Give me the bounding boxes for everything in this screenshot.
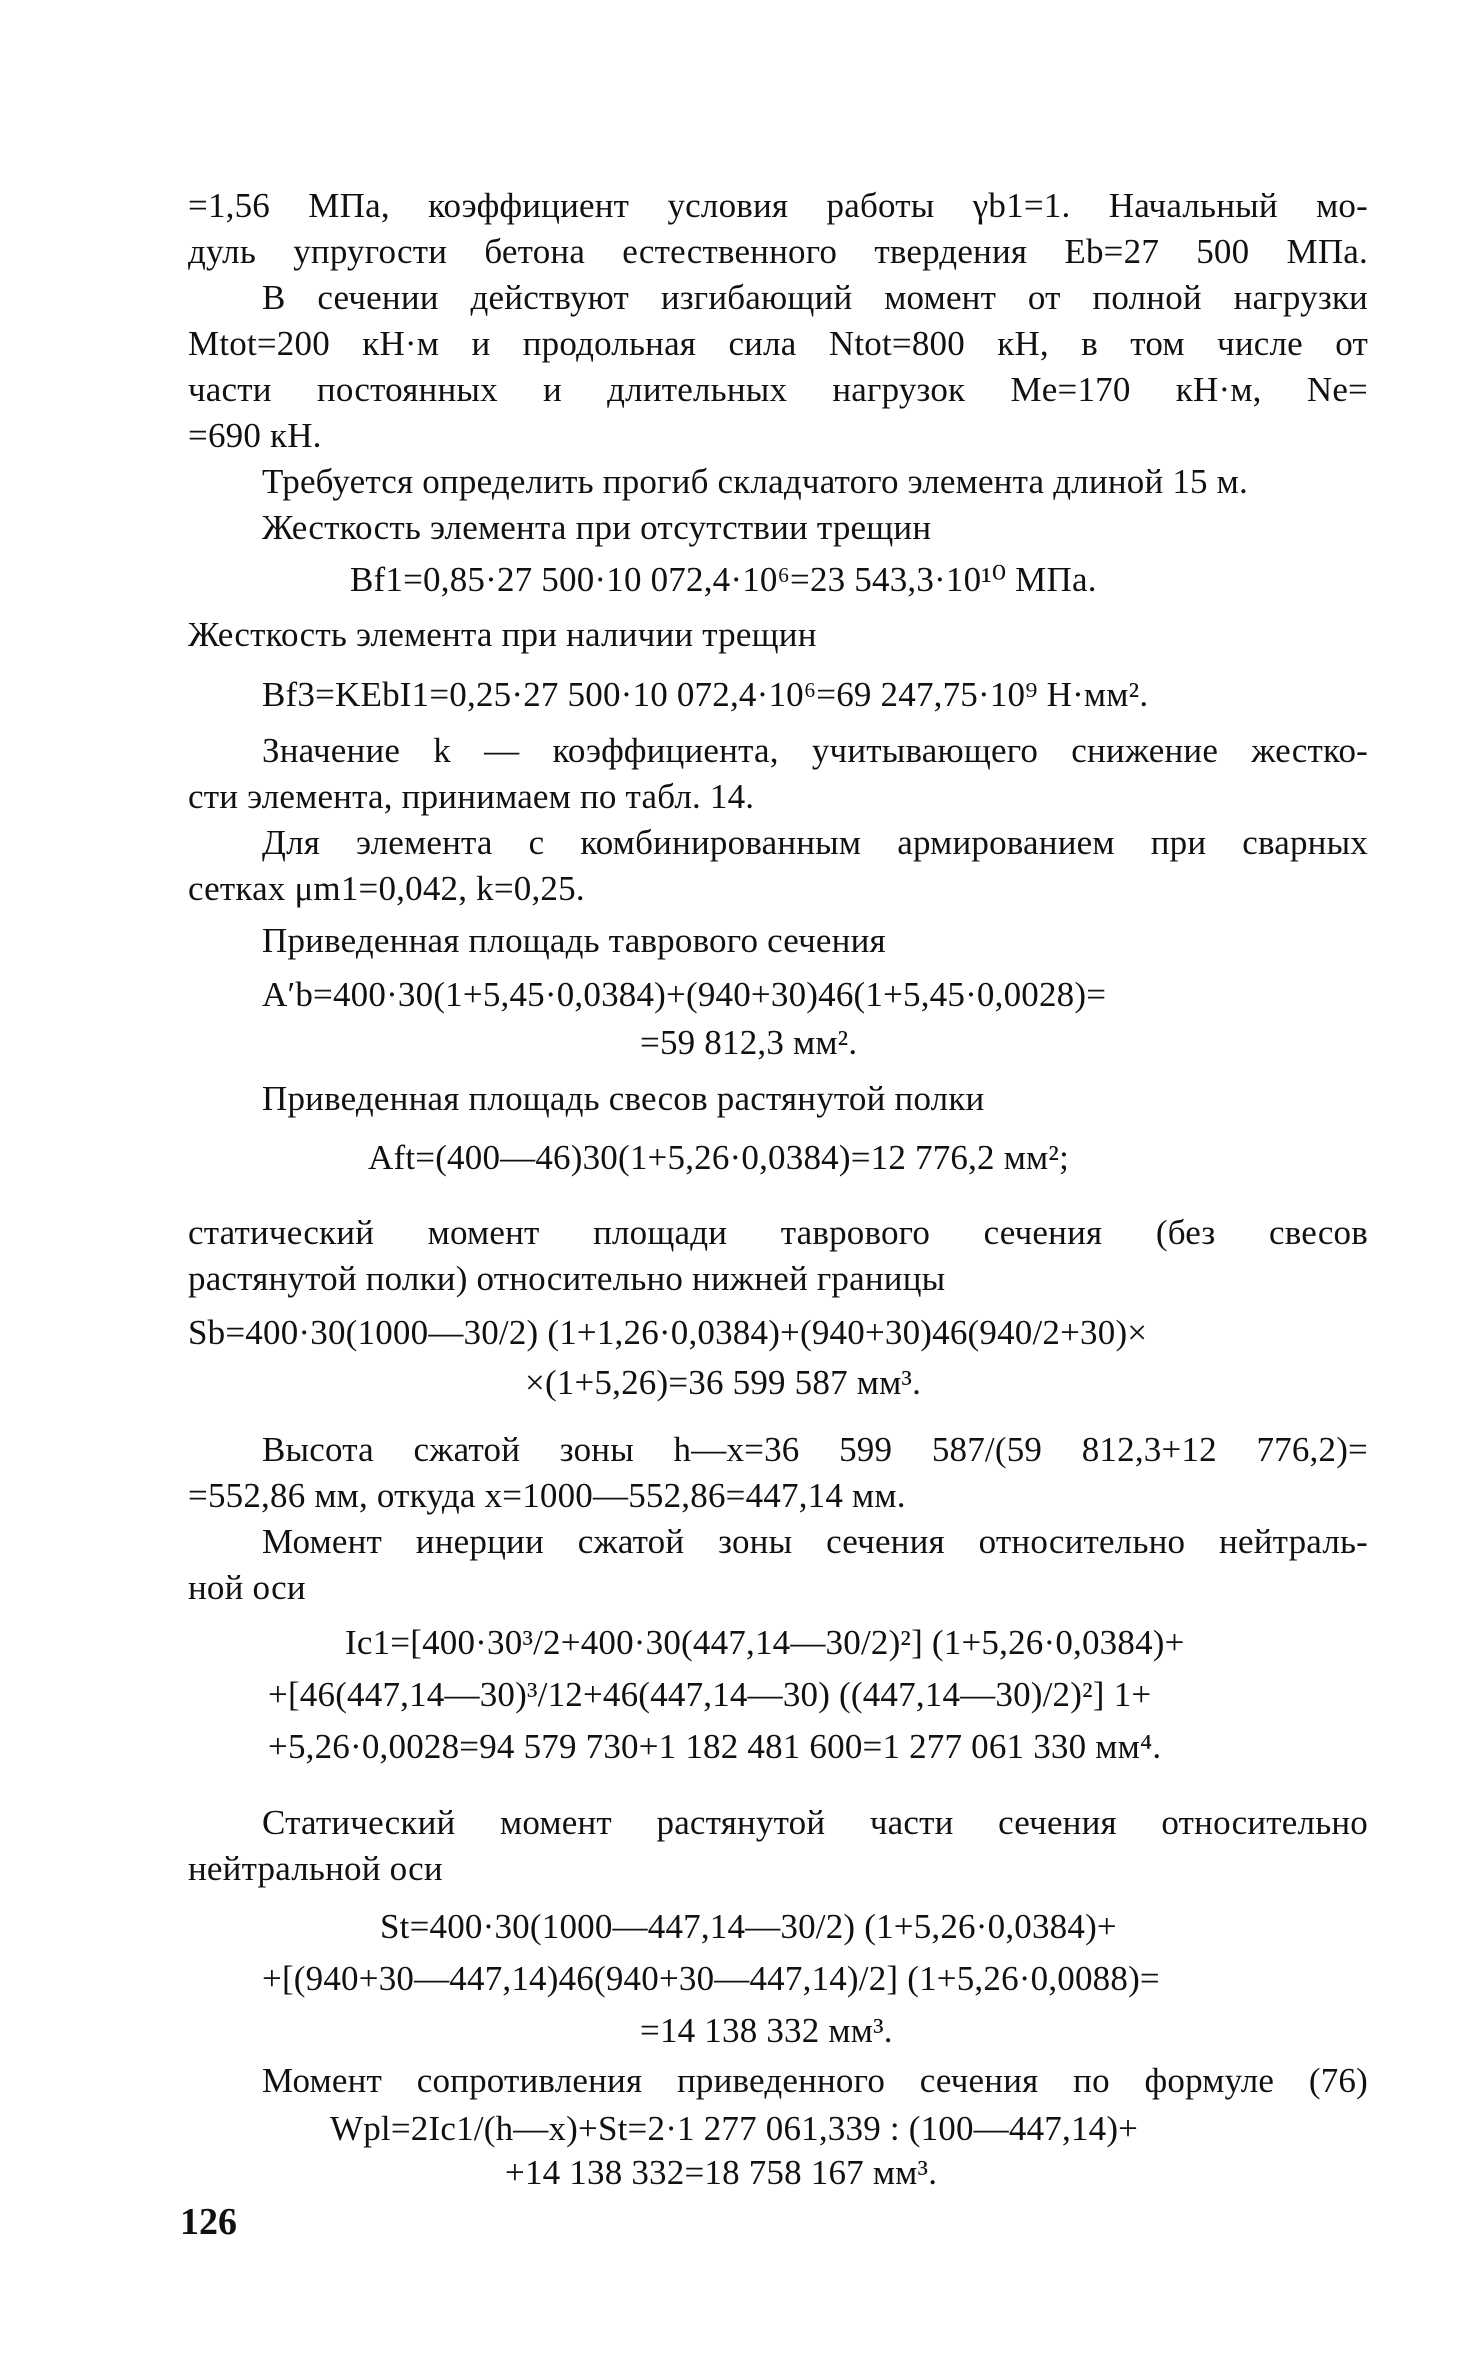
text-line: ной оси [188,1568,306,1607]
text-line: Требуется определить прогиб складчатого элемента длиной 15 м. [262,462,1248,501]
text-line: Для элемента с комбинированным армированием при сварных [262,823,1368,862]
text-line: Приведенная площадь таврового сечения [262,921,886,960]
text-line: растянутой полки) относительно нижней границы [188,1259,946,1298]
page-number: 126 [180,2201,237,2243]
formula-line: =14 138 332 мм³. [640,2011,893,2050]
text-line: =690 кН. [188,416,322,455]
text-line: части постоянных и длительных нагрузок Me=170 кН·м, Ne= [188,370,1368,409]
formula-line: ×(1+5,26)=36 599 587 мм³. [525,1363,922,1402]
formula-line: =59 812,3 мм². [640,1023,858,1062]
text-line: =1,56 МПа, коэффициент условия работы γb1=1. Начальный мо- [188,186,1368,225]
text-line: Высота сжатой зоны h—x=36 599 587/(59 812,3+12 776,2)= [262,1430,1368,1469]
text-line: Жесткость элемента при отсутствии трещин [262,508,932,547]
text-line: Момент сопротивления приведенного сечения по формуле (76) [262,2061,1368,2100]
formula-line: Bf3=KEbI1=0,25·27 500·10 072,4·10⁶=69 247,75·10⁹ Н·мм². [262,675,1149,714]
text-line: дуль упругости бетона естественного твердения Eb=27 500 МПа. [188,232,1368,271]
text-line: сетках μm1=0,042, k=0,25. [188,869,585,908]
formula-line: +14 138 332=18 758 167 мм³. [505,2153,938,2192]
text-line: Значение k — коэффициента, учитывающего снижение жестко- [262,731,1368,770]
formula-line: +5,26·0,0028=94 579 730+1 182 481 600=1 277 061 330 мм⁴. [268,1727,1162,1766]
formula-line: St=400·30(1000—447,14—30/2) (1+5,26·0,0384)+ [380,1907,1117,1946]
formula-line: +[(940+30—447,14)46(940+30—447,14)/2] (1+5,26·0,0088)= [262,1959,1160,1998]
text-line: Жесткость элемента при наличии трещин [188,615,817,654]
text-line: =552,86 мм, откуда x=1000—552,86=447,14 мм. [188,1476,906,1515]
text-line: нейтральной оси [188,1849,443,1888]
formula-line: Aft=(400—46)30(1+5,26·0,0384)=12 776,2 мм²; [368,1138,1070,1177]
text-line: В сечении действуют изгибающий момент от полной нагрузки [262,278,1368,317]
text-line: Момент инерции сжатой зоны сечения относительно нейтраль- [262,1522,1368,1561]
text-line: статический момент площади таврового сечения (без свесов [188,1213,1368,1252]
formula-line: A′b=400·30(1+5,45·0,0384)+(940+30)46(1+5,45·0,0028)= [262,975,1107,1014]
text-line: Статический момент растянутой части сечения относительно [262,1803,1368,1842]
text-line: сти элемента, принимаем по табл. 14. [188,777,755,816]
formula-line: Sb=400·30(1000—30/2) (1+1,26·0,0384)+(940+30)46(940/2+30)× [188,1313,1148,1352]
formula-line: Wpl=2Ic1/(h—x)+St=2·1 277 061,339 : (100—447,14)+ [330,2109,1139,2148]
text-line: Mtot=200 кН·м и продольная сила Ntot=800 кН, в том числе от [188,324,1368,363]
formula-line: Bf1=0,85·27 500·10 072,4·10⁶=23 543,3·10¹⁰ МПа. [350,560,1097,599]
formula-line: +[46(447,14—30)³/12+46(447,14—30) ((447,14—30)/2)²] 1+ [268,1675,1152,1714]
formula-line: Ic1=[400·30³/2+400·30(447,14—30/2)²] (1+5,26·0,0384)+ [345,1623,1185,1662]
text-line: Приведенная площадь свесов растянутой полки [262,1079,985,1118]
